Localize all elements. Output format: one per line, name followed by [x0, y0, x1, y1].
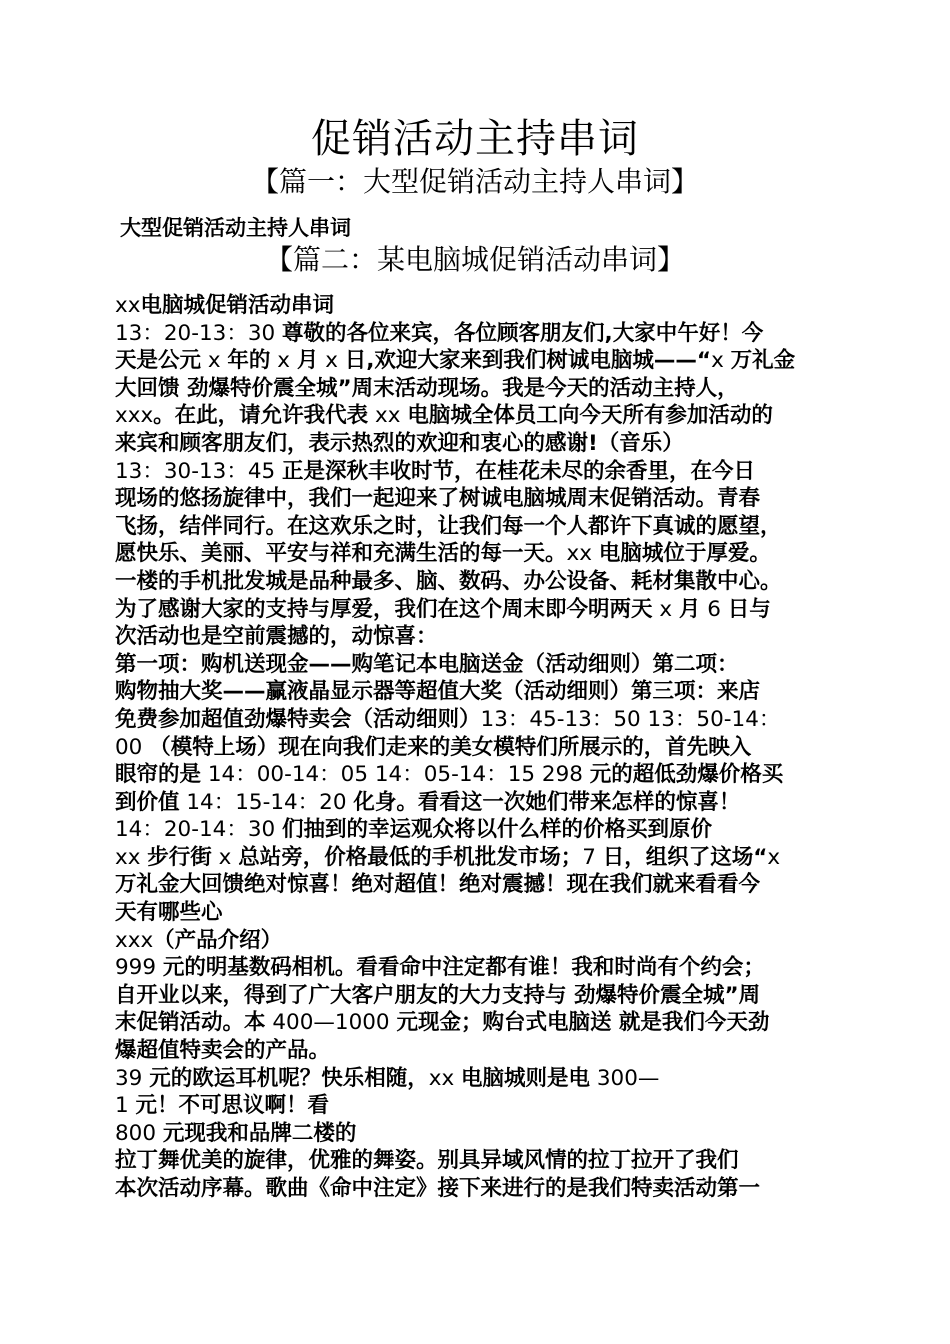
text-line	[115, 1175, 841, 1203]
text-segment: x	[711, 348, 731, 374]
text-segment: （产品介绍）	[153, 927, 283, 953]
text-segment: 00	[115, 734, 150, 760]
text-segment: 本次活动序幕。歌曲《命中注定》接下来进行的是我们特卖活动第一	[115, 1176, 761, 1201]
text-segment: 日,欢迎大家来到我们树诚电脑城——“	[344, 348, 712, 374]
text-segment: 14：00-14：05 14：05-14：15 298	[201, 762, 590, 788]
text-segment: 来宾和顾客朋友们，表示热烈的欢迎和衷心的感谢!（音乐）	[115, 430, 684, 456]
text-segment: 步行街	[147, 844, 212, 870]
section-title-1: 【篇一：大型促销活动主持人串词】	[250, 165, 699, 198]
text-segment: xx	[428, 1065, 462, 1091]
text-segment: x	[767, 844, 781, 870]
text-segment: 万礼金大回馈绝对惊喜！绝对超值！绝对震撼！现在我们就来看看今	[115, 872, 761, 898]
text-segment: 愿快乐、美丽、平安与祥和充满生活的每一天。	[115, 541, 567, 567]
text-line	[115, 982, 841, 1010]
text-line	[115, 623, 841, 651]
text-line	[115, 706, 841, 734]
text-line	[115, 513, 841, 541]
text-line	[115, 651, 841, 679]
text-segment: 尊敬的各位来宾，各位顾客朋友们,大家中午好！今	[282, 320, 764, 346]
text-line	[115, 844, 841, 872]
text-segment: 们抽到的幸运观众将以什么样的价格买到原价	[282, 817, 713, 843]
text-segment: 次活动也是空前震撼的，动惊喜：	[115, 624, 438, 650]
text-line	[115, 734, 841, 762]
section-title-2: 【篇二：某电脑城促销活动串词】	[264, 243, 685, 276]
text-segment: 13：20-13：30	[115, 320, 283, 346]
text-segment: 元的欧运耳机呢？快乐相随，	[149, 1065, 429, 1091]
text-segment: 年的	[227, 348, 271, 374]
text-line	[115, 402, 841, 430]
text-segment: 总站旁，价格最低的手机批发市场；	[238, 844, 583, 870]
text-line	[115, 485, 841, 513]
text-segment: 800	[115, 1120, 163, 1146]
text-line	[115, 1147, 841, 1175]
text-segment: 月	[678, 596, 701, 622]
text-line	[115, 375, 841, 403]
text-line	[115, 292, 841, 320]
text-segment: 天有哪些心	[115, 900, 223, 926]
section-heading-1: 大型促销活动主持人串词	[120, 216, 351, 240]
text-line	[115, 1009, 841, 1037]
text-line	[115, 899, 841, 927]
text-segment: 电脑城全体员工向今天所有参加活动的	[407, 403, 773, 429]
text-line	[115, 320, 841, 348]
text-segment: 。在此，请允许我代表	[153, 403, 369, 429]
text-segment: xx	[115, 844, 148, 870]
text-segment: 14：20-14：30	[115, 817, 283, 843]
text-segment: 元现我和品牌二楼的	[162, 1120, 357, 1146]
text-segment: x	[201, 348, 228, 374]
text-line	[115, 871, 841, 899]
text-segment: 天是公元	[115, 348, 202, 374]
text-segment: 电脑城位于厚爱。	[598, 541, 771, 567]
text-line	[115, 540, 841, 568]
text-segment: 第一项：购机送现金——购笔记本电脑送金（活动细则）第二项：	[115, 651, 739, 677]
text-segment: xx	[115, 293, 141, 318]
text-line	[115, 458, 841, 486]
text-segment: 免费参加超值劲爆特卖会（活动细则）	[115, 706, 481, 732]
text-segment: 自开业以来，得到了广大客户朋友的大力支持与 劲爆特价震全城”周	[115, 982, 761, 1008]
text-segment: x	[652, 596, 679, 622]
text-segment: 300—	[590, 1065, 660, 1091]
text-segment: 为了感谢大家的支持与厚爱，我们在这个周末即今明两天	[115, 596, 653, 622]
text-segment: xx	[368, 403, 408, 429]
text-segment: 元的超低劲爆价格买	[589, 762, 784, 788]
text-segment: （模特上场）现在向我们走来的美女模特们所展示的，首先映入	[149, 734, 752, 760]
text-segment: 电脑城促销活动串词	[140, 293, 334, 318]
text-segment: 7	[582, 844, 603, 870]
text-segment: 到价值	[115, 789, 180, 815]
text-segment: 飞扬，结伴同行。在这欢乐之时，让我们每一个人都许下真诚的愿望，	[115, 513, 782, 539]
text-segment: 元！不可思议啊！看	[135, 1093, 330, 1119]
text-segment: x	[270, 348, 297, 374]
text-segment: 元的明基数码相机。看看命中注定都有谁！我和时尚有个约会；	[162, 955, 765, 981]
text-segment: 400—1000	[265, 1010, 397, 1036]
text-line	[115, 761, 841, 789]
body-text	[115, 292, 841, 1203]
text-segment: 化身。看看这一次她们带来怎样的惊喜！	[353, 789, 741, 815]
text-line	[115, 347, 841, 375]
text-segment: 正是深秋丰收时节，在桂花未尽的余香里，在今日	[282, 458, 756, 484]
text-segment: x	[318, 348, 345, 374]
text-line	[115, 927, 841, 955]
text-segment: 39	[115, 1065, 150, 1091]
text-line	[115, 816, 841, 844]
text-segment: 月	[296, 348, 319, 374]
text-line	[115, 1092, 841, 1120]
text-segment: 爆超值特卖会的产品。	[115, 1038, 331, 1064]
text-line	[115, 1120, 841, 1148]
text-segment: 1	[115, 1093, 136, 1119]
text-segment: xx	[566, 541, 599, 567]
text-segment: 一楼的手机批发城是品种最多、脑、数码、办公设备、耗材集散中心。	[115, 568, 782, 594]
text-segment: 999	[115, 955, 163, 981]
text-segment: 6	[700, 596, 728, 622]
text-segment: 13：30-13：45	[115, 458, 283, 484]
text-line	[115, 789, 841, 817]
text-segment: 末促销活动。本	[115, 1010, 266, 1036]
text-segment: 大回馈 劲爆特价震全城”周末活动现场。我是今天的活动主持人，	[115, 375, 739, 401]
text-segment: xxx	[115, 927, 154, 953]
text-segment: 13：45-13：50 13：50-14：	[480, 706, 781, 732]
text-segment: 电脑城则是电	[461, 1065, 591, 1091]
document-title: 促销活动主持串词	[311, 116, 639, 162]
text-line	[115, 596, 841, 624]
text-segment: 万礼金	[730, 348, 796, 374]
text-segment: 14：15-14：20	[179, 789, 354, 815]
text-line	[115, 954, 841, 982]
text-line	[115, 1065, 841, 1093]
text-segment: xxx	[115, 403, 154, 429]
text-segment: 元现金；购台式电脑送 就是我们今天劲	[396, 1010, 770, 1036]
text-segment: 日，组织了这场“	[602, 844, 768, 870]
text-line	[115, 430, 841, 458]
text-segment: 眼帘的是	[115, 762, 202, 788]
text-segment: 现场的悠扬旋律中，我们一起迎来了树诚电脑城周末促销活动。青春	[115, 486, 761, 512]
text-line	[115, 1037, 841, 1065]
text-segment: 购物抽大奖——赢液晶显示器等超值大奖（活动细则）第三项：来店	[115, 679, 761, 705]
text-segment: 拉丁舞优美的旋律，优雅的舞姿。别具异域风情的拉丁拉开了我们	[115, 1148, 739, 1174]
text-line	[115, 568, 841, 596]
text-segment: x	[211, 844, 239, 870]
text-line	[115, 678, 841, 706]
text-segment: 日与	[727, 596, 771, 622]
